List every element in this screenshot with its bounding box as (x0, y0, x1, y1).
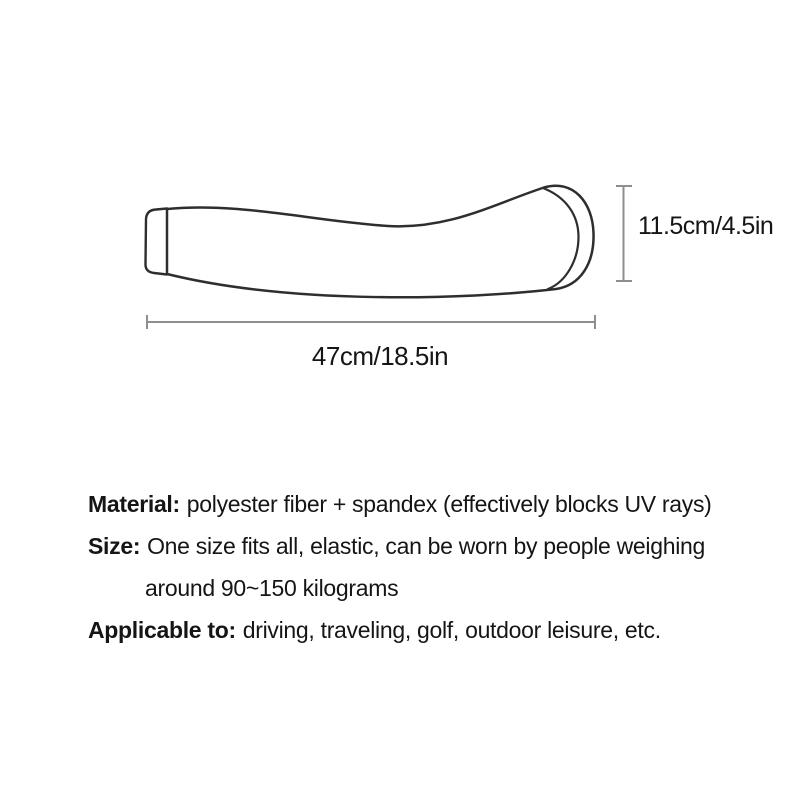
width-dimension-label: 47cm/18.5in (311, 341, 449, 371)
spec-applicable (88, 609, 760, 651)
size-label: Size: (88, 533, 141, 559)
width-dimension-line (147, 315, 595, 329)
sleeve-hem-curve (543, 188, 579, 289)
size-value-line1: One size fits all, elastic, can be worn by people weighing (147, 533, 705, 559)
height-dimension-label: 11.5cm/4.5in (638, 212, 774, 240)
applicable-value: driving, traveling, golf, outdoor leisure, etc. (242, 617, 661, 643)
material-label: Material: (88, 491, 180, 517)
material-value: polyester fiber + spandex (effectively blocks UV rays) (186, 491, 712, 517)
product-specs (88, 483, 760, 651)
sleeve-body-outline (167, 186, 594, 298)
spec-size-wrap (88, 567, 760, 609)
spec-material (88, 483, 760, 525)
sleeve-cuff-outline (145, 209, 167, 275)
applicable-label: Applicable to: (88, 617, 236, 643)
size-value-line2: around 90~150 kilograms (145, 575, 399, 601)
height-dimension-line (616, 186, 632, 281)
spec-size (88, 525, 760, 567)
